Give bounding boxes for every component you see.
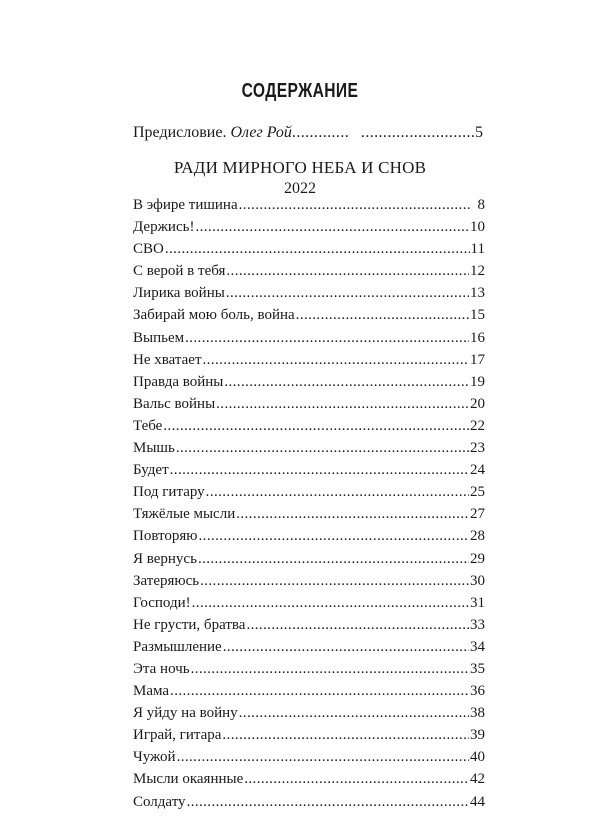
toc-leader-dots xyxy=(296,307,469,324)
toc-entry xyxy=(133,771,485,793)
toc-entry-page: 23 xyxy=(470,440,485,457)
toc-leader-dots xyxy=(246,617,469,634)
preface-page: 5 xyxy=(475,124,483,141)
toc-leader-dots xyxy=(244,771,469,788)
toc-entry-page: 39 xyxy=(470,727,485,744)
toc-entry-page: 42 xyxy=(470,771,485,788)
toc-entry-page: 35 xyxy=(470,660,485,677)
toc-leader-dots xyxy=(187,794,469,811)
toc-entry-title: Будет xyxy=(133,462,169,479)
toc-list xyxy=(133,197,485,816)
toc-entry-page: 20 xyxy=(470,395,485,412)
toc-entry xyxy=(133,617,485,639)
toc-entry-page: 19 xyxy=(470,373,485,390)
toc-leader-dots xyxy=(222,727,469,744)
toc-entry-title: Вальс войны xyxy=(133,395,216,412)
toc-leader-dots xyxy=(226,263,469,280)
toc-entry-page: 29 xyxy=(470,550,485,567)
toc-leader-dots xyxy=(206,484,469,501)
toc-entry xyxy=(133,440,485,462)
toc-entry-page: 38 xyxy=(470,705,485,722)
toc-leader-dots xyxy=(170,462,469,479)
toc-entry-title: Не хватает xyxy=(133,351,202,368)
toc-leader-dots xyxy=(198,551,469,568)
toc-entry-title: Чужой xyxy=(133,749,176,766)
toc-entry xyxy=(133,352,485,374)
toc-entry-title: Мысли окаянные xyxy=(133,771,244,788)
toc-entry xyxy=(133,396,485,418)
toc-entry xyxy=(133,551,485,573)
toc-entry-page: 15 xyxy=(470,307,485,324)
toc-leader-dots xyxy=(223,639,469,656)
toc-entry xyxy=(133,241,485,263)
toc-entry-page: 31 xyxy=(470,594,485,611)
section-title: РАДИ МИРНОГО НЕБА И СНОВ xyxy=(173,158,427,177)
toc-entry xyxy=(133,285,485,307)
toc-leader-dots xyxy=(236,506,469,523)
toc-entry xyxy=(133,705,485,727)
toc-entry xyxy=(133,219,485,241)
toc-entry-page: 17 xyxy=(470,351,485,368)
toc-leader-dots xyxy=(224,374,469,391)
toc-entry xyxy=(133,749,485,771)
toc-entry xyxy=(133,462,485,484)
toc-entry xyxy=(133,307,485,329)
toc-entry xyxy=(133,528,485,550)
toc-leader-dots xyxy=(239,705,469,722)
toc-leader-dots xyxy=(177,749,469,766)
toc-entry-page: 33 xyxy=(470,616,485,633)
toc-entry-page: 10 xyxy=(470,219,485,236)
toc-entry-page: 34 xyxy=(470,638,485,655)
toc-leader-dots xyxy=(195,219,469,236)
toc-leader-dots xyxy=(199,528,469,545)
toc-leader-dots xyxy=(192,595,469,612)
toc-entry xyxy=(133,683,485,705)
toc-entry-title: Эта ночь xyxy=(133,660,190,677)
toc-entry-title: Мама xyxy=(133,683,170,700)
toc-entry xyxy=(133,374,485,396)
toc-leader-dots xyxy=(239,197,470,214)
toc-entry xyxy=(133,330,485,352)
toc-entry-page: 8 xyxy=(477,197,485,213)
toc-entry xyxy=(133,263,485,285)
toc-entry-title: Тебе xyxy=(133,417,163,434)
toc-entry-title: Повторяю xyxy=(133,528,198,545)
toc-entry xyxy=(133,197,485,219)
toc-entry-title: Выпьем xyxy=(133,329,185,346)
toc-leader-dots xyxy=(176,440,469,457)
toc-entry xyxy=(133,639,485,661)
toc-entry-page: 27 xyxy=(470,506,485,523)
toc-entry xyxy=(133,661,485,683)
toc-leader-dots xyxy=(200,573,469,590)
toc-leader-dots xyxy=(163,418,469,435)
toc-entry-title: Правда войны xyxy=(133,373,224,390)
toc-entry-page: 24 xyxy=(470,462,485,479)
toc-entry-page: 25 xyxy=(470,484,485,501)
toc-leader-dots xyxy=(170,683,469,700)
toc-entry-page: 40 xyxy=(470,749,485,766)
toc-entry-title: Тяжёлые мысли xyxy=(133,506,236,523)
toc-entry-title: Солдату xyxy=(133,793,186,810)
preface-leader-dots-2 xyxy=(361,124,474,142)
toc-leader-dots xyxy=(216,396,469,413)
toc-entry-title: Мышь xyxy=(133,440,175,457)
toc-entry-page: 13 xyxy=(470,285,485,302)
toc-entry-title: Лирика войны xyxy=(133,285,225,302)
section-year: 2022 xyxy=(284,180,316,197)
toc-leader-dots xyxy=(185,330,469,347)
toc-entry xyxy=(133,506,485,528)
toc-entry-page: 12 xyxy=(470,263,485,280)
toc-entry-title: Господи! xyxy=(133,594,191,611)
preface-leader-dots-1: ............. xyxy=(291,124,350,141)
toc-entry xyxy=(133,794,485,816)
toc-entry xyxy=(133,595,485,617)
toc-entry-title: Затеряюсь xyxy=(133,572,200,589)
toc-entry-title: Забирай мою боль, война xyxy=(133,307,295,324)
toc-entry-title: Я вернусь xyxy=(133,550,197,567)
toc-entry-title: СВО xyxy=(133,241,164,258)
toc-entry-page: 16 xyxy=(470,329,485,346)
toc-entry xyxy=(133,484,485,506)
toc-entry xyxy=(133,418,485,440)
toc-entry-page: 22 xyxy=(470,417,485,434)
toc-entry-title: Под гитару xyxy=(133,484,205,501)
preface-entry xyxy=(133,124,483,142)
toc-entry xyxy=(133,573,485,595)
toc-entry-title: С верой в тебя xyxy=(133,263,226,280)
preface-author: Олег Рой xyxy=(230,124,292,141)
toc-entry-title: Играй, гитара xyxy=(133,727,222,744)
toc-entry-page: 36 xyxy=(470,683,485,700)
toc-entry-title: Держись! xyxy=(133,219,195,236)
toc-entry-title: Размышление xyxy=(133,638,222,655)
page-title: СОДЕРЖАНИЕ xyxy=(241,80,359,102)
preface-label: Предисловие. xyxy=(133,124,227,141)
toc-leader-dots xyxy=(165,241,470,258)
toc-leader-dots xyxy=(226,285,469,302)
toc-entry-page: 28 xyxy=(470,528,485,545)
toc-leader-dots xyxy=(203,352,469,369)
toc-entry-title: Я уйду на войну xyxy=(133,705,238,722)
toc-entry-page: 11 xyxy=(470,241,485,258)
toc-entry-page: 30 xyxy=(470,572,485,589)
toc-leader-dots xyxy=(191,661,469,678)
toc-entry xyxy=(133,727,485,749)
toc-entry-title: В эфире тишина xyxy=(133,197,238,213)
toc-entry-page: 44 xyxy=(470,793,485,810)
toc-entry-title: Не грусти, братва xyxy=(133,616,246,633)
